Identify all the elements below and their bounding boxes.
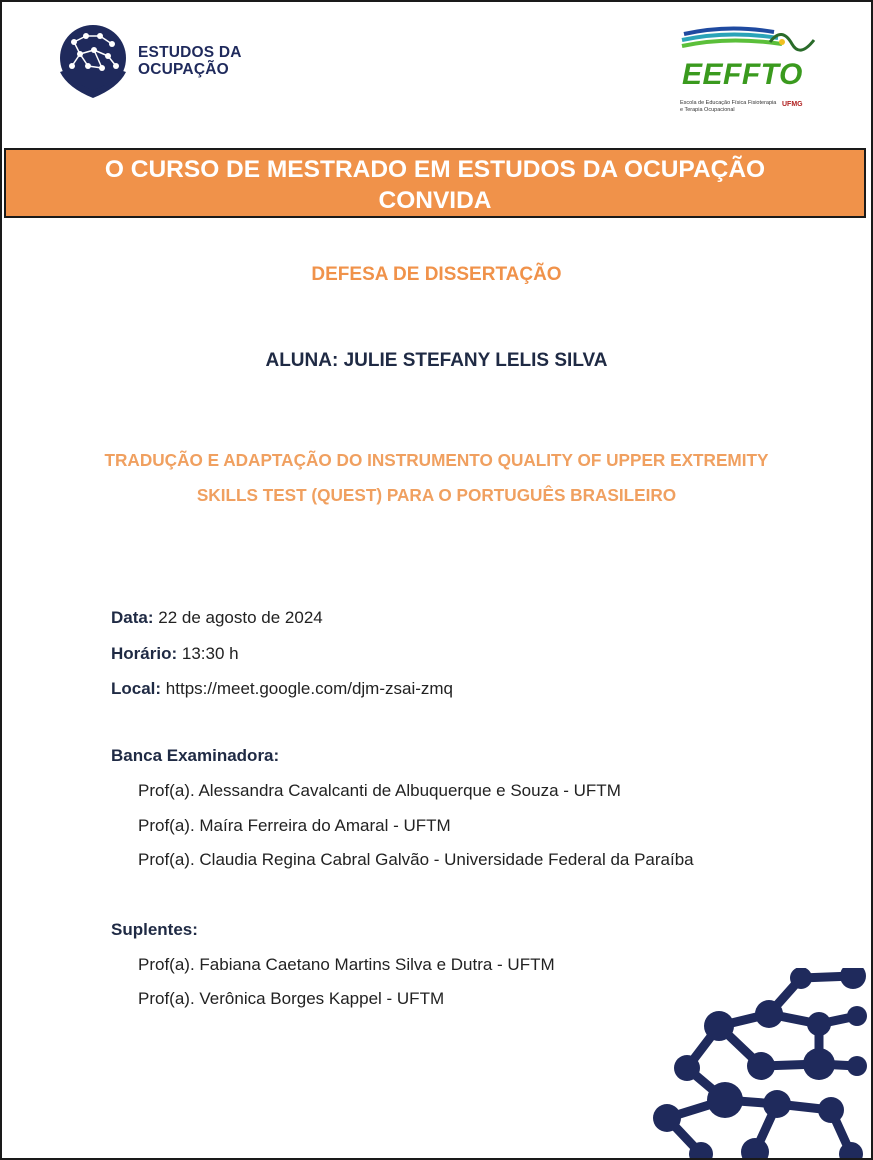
banner-line2: CONVIDA <box>378 187 492 214</box>
committee-member: Prof(a). Alessandra Cavalcanti de Albuquerque e Souza - UFTM <box>138 781 621 800</box>
logo-text-line1: ESTUDOS DA <box>138 44 242 61</box>
eeffto-subtitle: Escola de Educação Física Fisioterapia e Terapia Ocupacional <box>680 100 777 113</box>
thesis-title <box>2 443 871 513</box>
committee-member: Prof(a). Maíra Ferreira do Amaral - UFTM <box>138 816 451 835</box>
time-label: Horário: <box>111 644 178 663</box>
committee-member: Prof(a). Claudia Regina Cabral Galvão - Universidade Federal da Paraíba <box>138 850 694 869</box>
network-decoration-icon <box>631 968 871 1158</box>
thesis-title-line1: TRADUÇÃO E ADAPTAÇÃO DO INSTRUMENTO QUALITY OF UPPER EXTREMITY <box>104 450 769 470</box>
estudos-da-ocupacao-logo <box>54 22 254 104</box>
student-name: ALUNA: JULIE STEFANY LELIS SILVA <box>265 350 608 371</box>
eeffto-wordmark: EEFFTO <box>682 58 803 91</box>
date-value: 22 de agosto de 2024 <box>158 608 323 627</box>
invitation-banner <box>4 148 866 218</box>
committee-title: Banca Examinadora: <box>111 746 280 765</box>
logo-text-line2: OCUPAÇÃO <box>138 61 229 78</box>
date-label: Data: <box>111 608 154 627</box>
eeffto-logo <box>678 22 828 117</box>
time-value: 13:30 h <box>181 644 239 663</box>
event-type-heading: DEFESA DE DISSERTAÇÃO <box>311 264 562 285</box>
logo-text <box>138 44 242 78</box>
substitute-member: Prof(a). Fabiana Caetano Martins Silva e Dutra - UFTM <box>138 955 555 974</box>
meeting-link[interactable]: https://meet.google.com/djm-zsai-zmq <box>165 679 454 698</box>
place-label: Local: <box>111 679 162 698</box>
date-line <box>111 608 323 628</box>
place-line <box>111 679 453 699</box>
substitute-member: Prof(a). Verônica Borges Kappel - UFTM <box>138 989 445 1008</box>
hands-network-icon <box>54 22 132 102</box>
time-line <box>111 644 239 664</box>
thesis-title-line2: SKILLS TEST (QUEST) PARA O PORTUGUÊS BRASILEIRO <box>196 485 677 505</box>
substitutes-title: Suplentes: <box>111 920 198 939</box>
banner-line1: O CURSO DE MESTRADO EM ESTUDOS DA OCUPAÇÃO <box>104 156 766 183</box>
university-mark: UFMG <box>782 101 803 108</box>
wave-stripes-icon <box>678 22 818 62</box>
